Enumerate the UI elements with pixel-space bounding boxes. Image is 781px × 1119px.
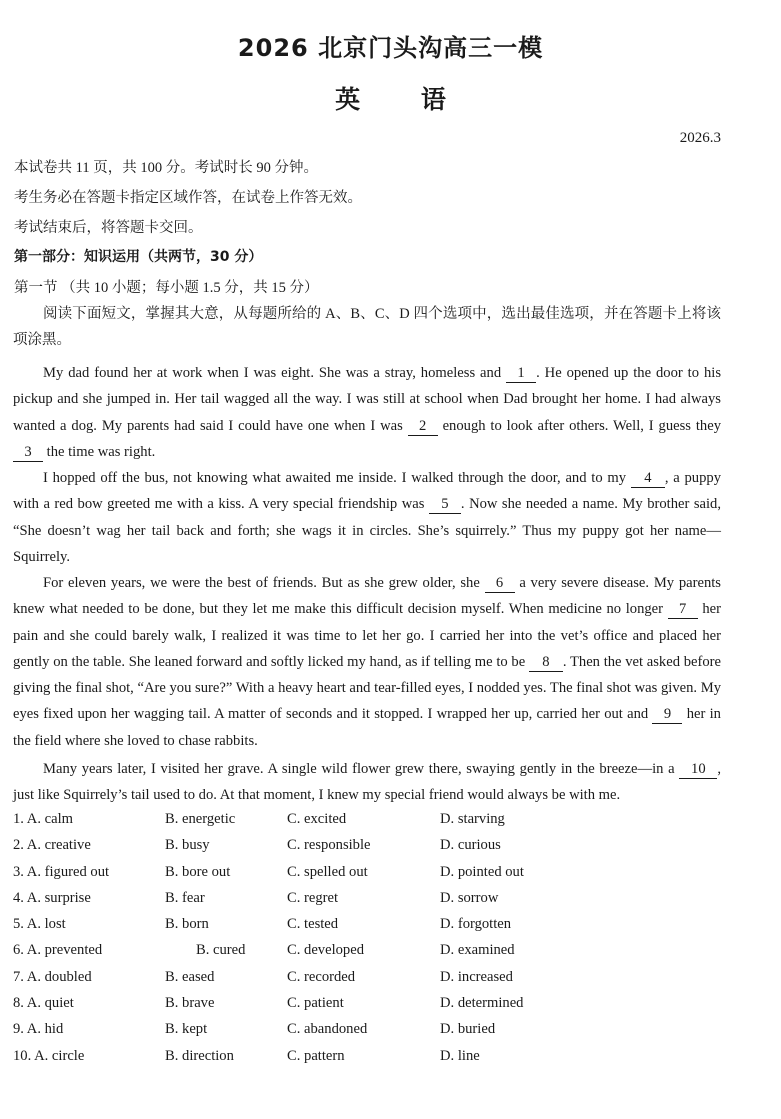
option-b: B. cured [196, 942, 246, 959]
part-heading: 第一部分：知识运用（共两节，30 分） [14, 249, 263, 265]
option-row-6 [13, 939, 753, 965]
option-b: B. energetic [165, 811, 236, 827]
option-row-4 [13, 887, 753, 913]
option-a: 6. A. prevented [13, 942, 103, 959]
option-a: 5. A. lost [13, 916, 66, 933]
passage-paragraph-3: For eleven years, we were the best of friends. But as she grew older, she 6 a very severe disease. My parents knew what needed to be done, but they let me make this difficult decision myself. When medicine no longer 7 her pain and she could barely walk, I realized it was time to let her go. I carried her into the vet’s office and placed her gently on the table. She leaned forward and softly licked my hand, as if telling me to be 8 . Then the vet asked before giving the final shot, “Are you sure?” With a heavy heart and tear-filled eyes, I nodded yes. The final shot was given. My eyes fixed upon her wagging tail. A matter of seconds and it stopped. I wrapped her up, carried her out and 9 her in the field where she loved to chase rabbits. [13, 575, 721, 749]
exam-title: 2026 北京门头沟高三一模 [237, 34, 544, 62]
option-a: 1. A. calm [13, 811, 73, 827]
section-heading: 第一节 （共 10 小题；每小题 1.5 分，共 15 分） [14, 280, 319, 296]
option-c: C. regret [287, 889, 339, 906]
option-row-1 [13, 808, 753, 834]
option-c: C. spelled out [287, 863, 368, 880]
option-b: B. direction [165, 1047, 234, 1064]
option-a: 3. A. figured out [13, 863, 110, 880]
option-d: D. forgotten [440, 916, 512, 933]
option-b: B. bore out [165, 863, 231, 880]
passage-paragraph-1: My dad found her at work when I was eight. She was a stray, homeless and 1 . He opened up the door to his pickup and she jumped in. Her tail wagged all the way. I was still at school when Dad brought her home. I had always wanted a dog. My parents had said I could have one when I was 2 enough to look after others. Well, I guess they 3 the time was right. [13, 365, 722, 460]
option-row-7 [13, 966, 753, 992]
option-row-2 [13, 834, 753, 860]
option-b: B. brave [165, 995, 215, 1012]
subject-title: 英 语 [335, 85, 446, 114]
exam-note-pages: 本试卷共 11 页，共 100 分。考试时长 90 分钟。 [14, 160, 318, 176]
option-c: C. abandoned [287, 1021, 368, 1038]
option-row-10 [13, 1045, 753, 1071]
option-a: 8. A. quiet [13, 995, 74, 1012]
blank-10: 10 [679, 760, 717, 779]
passage-paragraph-4: Many years later, I visited her grave. A single wild flower grew there, swaying gently in the breeze—in a 10 , just like Squirrely’s tail used to do. At that moment, I knew my special friend would always be with me. [13, 761, 721, 804]
option-c: C. developed [287, 942, 365, 959]
option-b: B. eased [165, 968, 215, 985]
blank-9: 9 [652, 705, 682, 724]
option-a: 2. A. creative [13, 837, 91, 854]
option-row-3 [13, 861, 753, 887]
option-d: D. sorrow [440, 889, 499, 906]
option-c: C. responsible [287, 837, 371, 854]
option-c: C. excited [287, 811, 347, 827]
option-c: C. pattern [287, 1047, 345, 1064]
instructions: 阅读下面短文，掌握其大意，从每题所给的 A、B、C、D 四个选项中，选出最佳选项，并在答题卡上将该项涂黑。 [13, 306, 721, 349]
option-b: B. busy [165, 837, 210, 854]
blank-6: 6 [485, 574, 515, 593]
option-c: C. patient [287, 995, 344, 1012]
option-b: B. kept [165, 1021, 208, 1038]
option-d: D. buried [440, 1021, 496, 1038]
option-d: D. determined [440, 995, 524, 1012]
option-d: D. curious [440, 837, 501, 854]
option-a: 10. A. circle [13, 1047, 85, 1064]
option-row-5 [13, 913, 753, 939]
option-d: D. pointed out [440, 863, 524, 880]
blank-3: 3 [13, 443, 43, 462]
blank-1: 1 [506, 364, 536, 383]
option-row-9 [13, 1018, 753, 1044]
blank-2: 2 [408, 417, 438, 436]
option-c: C. recorded [287, 968, 356, 985]
option-b: B. born [165, 916, 209, 933]
option-row-8 [13, 992, 753, 1018]
blank-5: 5 [429, 495, 461, 514]
exam-date: 2026.3 [679, 130, 721, 146]
passage-paragraph-2: I hopped off the bus, not knowing what awaited me inside. I walked through the door, and to my 4 , a puppy with a red bow greeted me with a kiss. A very special friendship was 5 . Now she needed a name. My brother said, “She doesn’t wag her tail back and forth; she wags it in circles. She’s squirrely.” Thus my puppy got her name—Squirrely. [13, 470, 721, 565]
option-a: 9. A. hid [13, 1021, 64, 1038]
exam-note-answer-area: 考生务必在答题卡指定区域作答，在试卷上作答无效。 [14, 190, 362, 206]
option-a: 4. A. surprise [13, 889, 91, 906]
option-a: 7. A. doubled [13, 968, 92, 985]
option-d: D. examined [440, 942, 515, 959]
option-d: D. starving [440, 811, 505, 827]
answer-options [13, 808, 753, 1071]
option-d: D. line [440, 1047, 480, 1064]
blank-7: 7 [668, 600, 698, 619]
option-d: D. increased [440, 968, 513, 985]
option-b: B. fear [165, 889, 205, 906]
option-c: C. tested [287, 916, 339, 933]
blank-8: 8 [529, 653, 563, 672]
blank-4: 4 [631, 469, 665, 488]
exam-note-return: 考试结束后，将答题卡交回。 [14, 220, 203, 236]
